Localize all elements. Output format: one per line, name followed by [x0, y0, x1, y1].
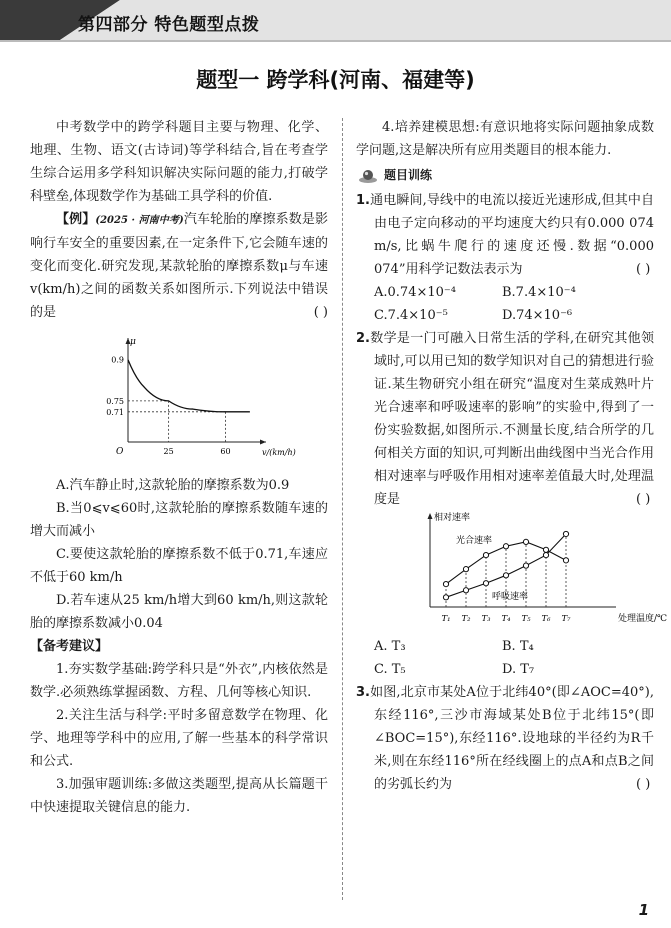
respiration-point	[563, 531, 568, 536]
question-1-option-c: C.7.4×10⁻⁵	[374, 308, 448, 323]
x-axis-label: 处理温度/℃	[618, 614, 668, 624]
question-1-option-b: B.7.4×10⁻⁴	[502, 285, 576, 300]
y-axis-label: 相对速率	[434, 513, 471, 523]
option-c: C.要使这款轮胎的摩擦系数不低于0.71,车速应不低于60 km/h	[30, 547, 328, 585]
photosynthesis-point	[563, 558, 568, 563]
friction-curve	[128, 360, 250, 412]
question-3-number: 3.	[356, 685, 370, 700]
right-column	[356, 116, 668, 796]
photosynthesis-point	[443, 582, 448, 587]
question-2-option-b: B. T₄	[502, 639, 534, 654]
question-2: 2.数学是一门可融入日常生活的学科,在研究其他领域时,可以用已知的数学知识对自己的猜想进行验证.某生物研究小组在研究“温度对生菜成熟叶片光合速率和呼吸速率的影响”的实验中,得到了一份实验数据,如图所示.不测量长度,结合所学的几何相关方面的知识,可判断出曲线图中当光合作用相对速率与呼吸作用相对速率差值最大时,处理温度是 ( )	[356, 331, 654, 507]
rate-chart	[356, 511, 668, 635]
option-a: A.汽车静止时,这款轮胎的摩擦系数为0.9	[56, 478, 290, 493]
y-tick-label: 0.71	[106, 407, 124, 417]
question-1: 1.通电瞬间,导线中的电流以接近光速形成,但其中自由电子定向移动的平均速度大约只有0.000 074 m/s,比蜗牛爬行的速度还慢.数据“0.000 074”用科学记数法表示为 ( )	[356, 193, 654, 277]
photosynthesis-point	[463, 567, 468, 572]
question-1-option-d: D.74×10⁻⁶	[502, 308, 573, 323]
y-axis-label: μ	[130, 337, 136, 347]
intro-paragraph: 中考数学中的跨学科题目主要与物理、化学、地理、生物、语文(古诗词)等学科结合,旨在考查学生综合运用多学科知识解决实际问题的能力,打破学科壁垒,体现数学作为基础工具学科的价值.	[30, 120, 328, 204]
option-d: D.若车速从25 km/h增大到60 km/h,则这款轮胎的摩擦系数减小0.04	[30, 593, 328, 631]
section-header-title: 第四部分 特色题型点拨	[78, 15, 260, 35]
question-2-option-d: D. T₇	[502, 662, 535, 677]
rate-chart-plot	[428, 511, 668, 624]
question-1-option-a: A.0.74×10⁻⁴	[374, 285, 456, 300]
advice-heading: 【备考建议】	[30, 639, 109, 654]
photosynthesis-point	[503, 544, 508, 549]
question-2-options-row-2	[356, 658, 654, 681]
advice-item-4: 4.培养建模思想:有意识地将实际问题抽象成数学问题,这是解决所有应用类题目的根本能力.	[356, 120, 654, 158]
example-paragraph	[30, 208, 328, 324]
x-tick-label: T₁	[441, 614, 451, 624]
x-tick-label: 60	[220, 447, 231, 456]
page-title: 题型一 跨学科(河南、福建等)	[196, 68, 475, 92]
column-divider	[342, 118, 343, 900]
x-tick-label: T₃	[481, 614, 491, 624]
question-1-options-row-1	[356, 281, 654, 304]
respiration-point	[523, 563, 528, 568]
photosynthesis-point	[523, 539, 528, 544]
respiration-point	[503, 573, 508, 578]
y-axis-arrow	[428, 513, 433, 519]
example-label: 【例】	[56, 212, 96, 227]
origin-label: O	[116, 447, 124, 457]
x-tick-label: T₄	[501, 614, 511, 624]
respiration-point	[543, 552, 548, 557]
friction-chart-plot	[106, 337, 296, 457]
advice-item-2: 2.关注生活与科学:平时多留意数学在物理、化学、地理等学科中的应用,了解一些基本的科学常识和公式.	[30, 708, 328, 769]
question-1-text: 通电瞬间,导线中的电流以接近光速形成,但其中自由电子定向移动的平均速度大约只有0.000 074 m/s,比蜗牛爬行的速度还慢.数据“0.000 074”用科学记数法表示为	[369, 193, 654, 277]
question-1-options-row-2	[356, 304, 654, 327]
question-1-number: 1.	[356, 193, 370, 208]
photosynthesis-point	[483, 552, 488, 557]
y-tick-label: 0.9	[111, 355, 124, 365]
answer-blank: ( )	[313, 305, 328, 320]
question-2-number: 2.	[356, 331, 370, 346]
respiration-point	[483, 581, 488, 586]
respiration-point	[443, 595, 448, 600]
practice-section-heading	[358, 164, 654, 187]
question-2-option-a: A. T₃	[374, 639, 406, 654]
example-text: 汽车轮胎的摩擦系数是影响行车安全的重要因素,在一定条件下,它会随车速的变化而变化.研究发现,某款轮胎的摩擦系数μ与车速v(km/h)之间的函数关系如图所示.下列说法中错误的是	[30, 212, 328, 320]
respiration-point	[463, 588, 468, 593]
example-source: (2025 · 河南中考)	[95, 215, 184, 226]
practice-section-label: 题目训练	[384, 168, 433, 182]
x-tick-label: T₅	[521, 614, 531, 624]
page-number: 1	[638, 901, 649, 919]
left-column	[30, 116, 328, 819]
question-2-option-c: C. T₅	[374, 662, 406, 677]
question-3: 3.如图,北京市某处A位于北纬40°(即∠AOC=40°),东经116°,三沙市海域某处B位于北纬15°(即∠BOC=15°),东经116°.设地球的半径约为R千米,则在东经116°所在经线圈上的点A和点B之间的劣弧长约为 ( )	[356, 685, 654, 792]
x-tick-label: T₂	[461, 614, 471, 624]
question-3-text: 如图,北京市某处A位于北纬40°(即∠AOC=40°),东经116°,三沙市海域某处B位于北纬15°(即∠BOC=15°),东经116°.设地球的半径约为R千米,则在东经116°所在经线圈上的点A和点B之间的劣弧长约为	[369, 685, 654, 792]
y-tick-label: 0.75	[106, 396, 124, 406]
option-b: B.当0⩽v⩽60时,这款轮胎的摩擦系数随车速的增大而减小	[30, 501, 328, 539]
x-tick-label: 25	[163, 447, 174, 456]
photosynthesis-point	[543, 547, 548, 552]
x-tick-label: T₆	[541, 614, 551, 624]
friction-chart	[30, 324, 328, 474]
respiration-label: 呼吸速率	[492, 592, 529, 603]
question-2-options-row-1	[356, 635, 654, 658]
advice-item-3: 3.加强审题训练:多做这类题型,提高从长篇题干中快速提取关键信息的能力.	[30, 777, 328, 815]
photosynthesis-label: 光合速率	[456, 536, 493, 547]
question-2-text: 数学是一门可融入日常生活的学科,在研究其他领域时,可以用已知的数学知识对自己的猜想进行验证.某生物研究小组在研究“温度对生菜成熟叶片光合速率和呼吸速率的影响”的实验中,得到了一份实验数据,如图所示.不测量长度,结合所学的几何相关方面的知识,可判断出曲线图中当光合作用相对速率与呼吸作用相对速率差值最大时,处理温度是	[369, 331, 654, 507]
advice-item-1: 1.夯实数学基础:跨学科只是“外衣”,内核依然是数学.必须熟练掌握函数、方程、几何等核心知识.	[30, 662, 328, 700]
x-tick-label: T₇	[561, 614, 571, 624]
x-axis-label: v/(km/h)	[262, 448, 296, 457]
x-axis-arrow	[260, 440, 266, 445]
section-badge-icon	[358, 168, 378, 184]
